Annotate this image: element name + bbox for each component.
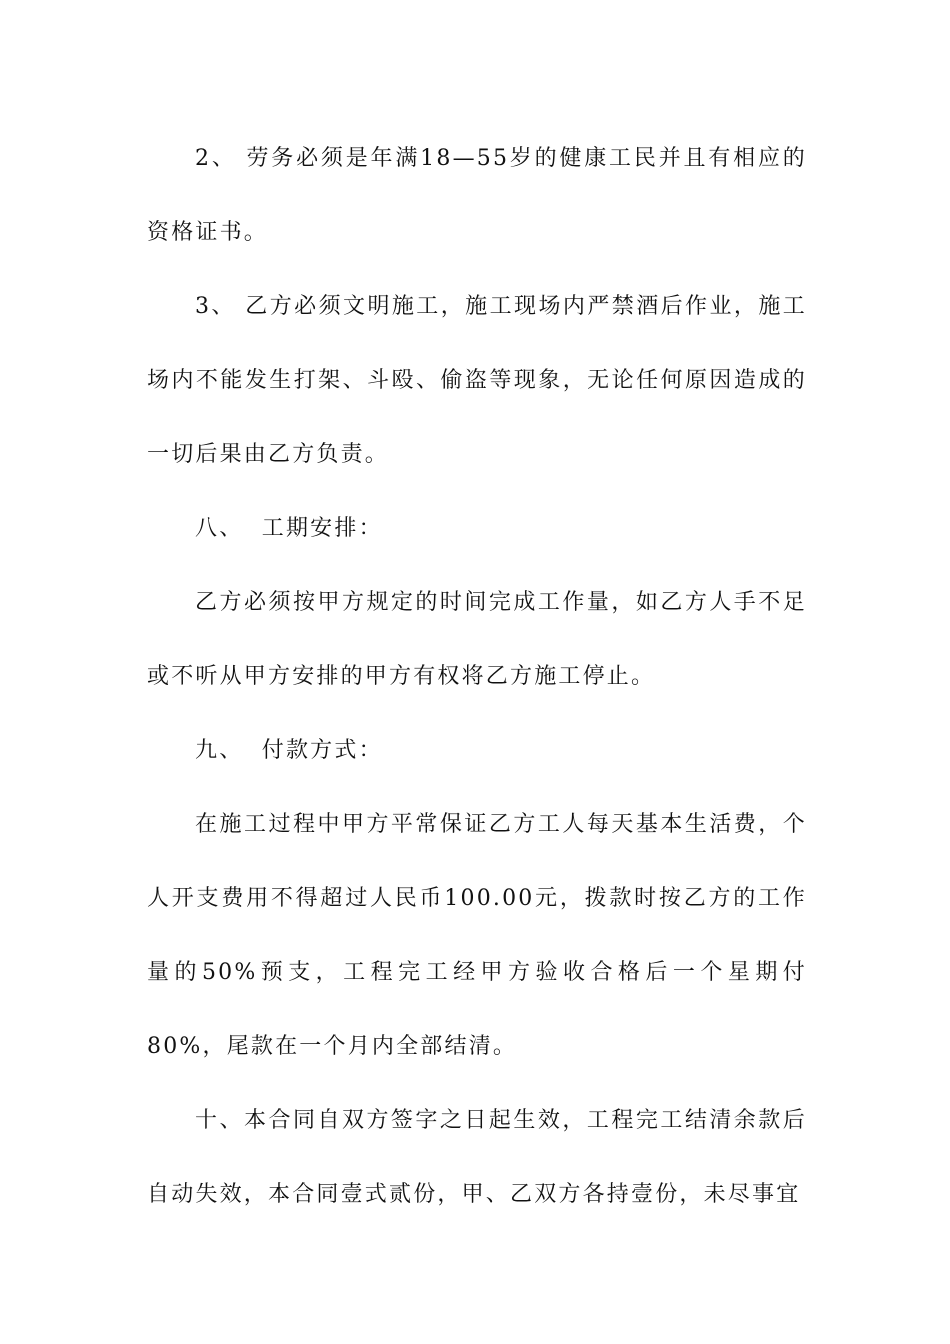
document-body: [147, 122, 807, 1232]
section-heading-schedule: 八、 工期安排：: [195, 516, 383, 541]
paragraph-schedule: 乙方必须按甲方规定的时间完成工作量，如乙方人手不足或不听从甲方安排的甲方有权将乙方施工停止。: [147, 590, 807, 689]
paragraph-payment: 在施工过程中甲方平常保证乙方工人每天基本生活费，个人开支费用不得超过人民币100.00元，拨款时按乙方的工作量的50%预支，工程完工经甲方验收合格后一个星期付80%，尾款在一个月内全部结清。: [147, 812, 807, 1059]
paragraph-item-2: 2、 劳务必须是年满18—55岁的健康工民并且有相应的资格证书。: [147, 146, 807, 245]
paragraph-item-10: 十、本合同自双方签字之日起生效，工程完工结清余款后自动失效，本合同壹式贰份，甲、乙双方各持壹份，未尽事宜: [147, 1108, 807, 1207]
paragraph-item-3: 3、 乙方必须文明施工，施工现场内严禁酒后作业，施工场内不能发生打架、斗殴、偷盗等现象，无论任何原因造成的一切后果由乙方负责。: [147, 294, 807, 467]
section-heading-payment: 九、 付款方式：: [195, 738, 383, 763]
